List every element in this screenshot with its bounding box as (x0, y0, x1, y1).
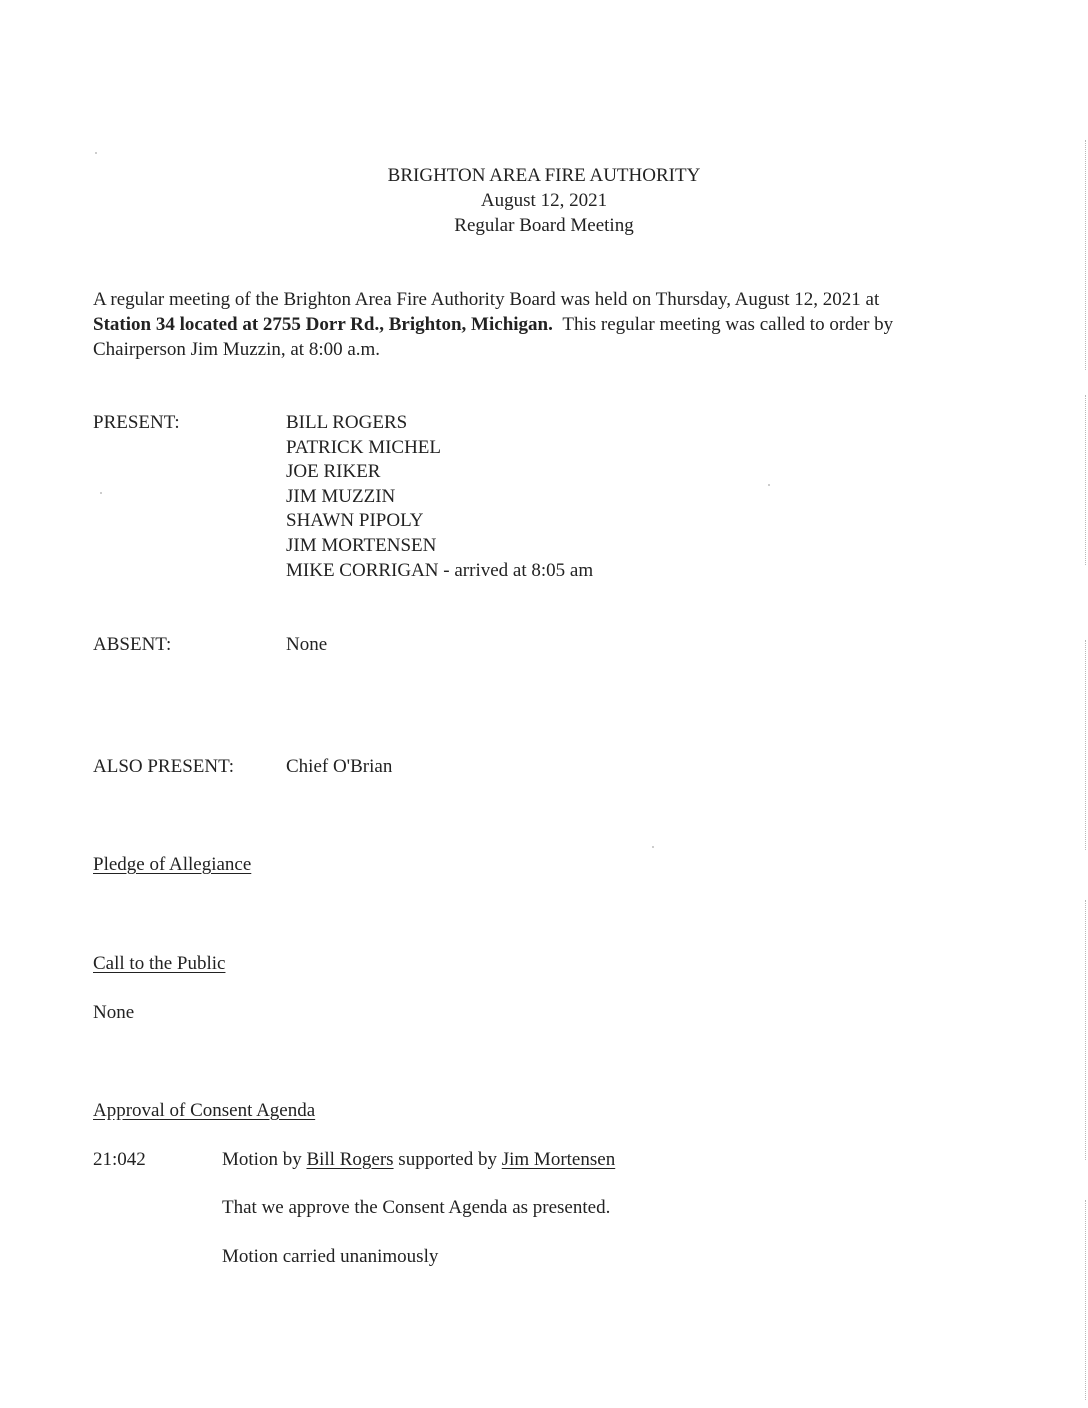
scan-speck (768, 484, 770, 486)
intro-line-1: A regular meeting of the Brighton Area Fire Authority Board was held on Thursday, August 12, 2021 at (93, 289, 880, 310)
present-member: JIM MORTENSEN (286, 535, 437, 556)
motion-number: 21:042 (93, 1149, 146, 1170)
scan-edge-mark (1084, 395, 1086, 565)
present-member: JIM MUZZIN (286, 486, 396, 507)
motion-result: Motion carried unanimously (222, 1246, 439, 1267)
motion-supporter: Jim Mortensen (501, 1149, 616, 1170)
present-label: PRESENT: (93, 412, 180, 433)
absent-label: ABSENT: (93, 634, 172, 655)
header-org: BRIGHTON AREA FIRE AUTHORITY (387, 165, 701, 186)
header-meeting: Regular Board Meeting (454, 215, 634, 236)
motion-mover: Bill Rogers (306, 1149, 394, 1170)
present-member: MIKE CORRIGAN - arrived at 8:05 am (286, 560, 594, 581)
also-present-value: Chief O'Brian (286, 756, 393, 777)
consent-agenda-heading: Approval of Consent Agenda (93, 1100, 316, 1121)
pledge-heading: Pledge of Allegiance (93, 854, 252, 875)
present-member: PATRICK MICHEL (286, 437, 442, 458)
scan-speck (652, 846, 654, 848)
scan-edge-mark (1084, 640, 1086, 850)
scan-edge-mark (1084, 1200, 1086, 1400)
motion-text: That we approve the Consent Agenda as presented. (222, 1197, 611, 1218)
present-member: SHAWN PIPOLY (286, 510, 424, 531)
present-member: BILL ROGERS (286, 412, 408, 433)
also-present-label: ALSO PRESENT: (93, 756, 235, 777)
intro-location: Station 34 located at 2755 Dorr Rd., Brighton, Michigan. (93, 314, 553, 335)
intro-call-to-order: This regular meeting was called to order by (562, 314, 894, 335)
motion-line (222, 1148, 615, 1172)
motion-middle: supported by (398, 1149, 497, 1170)
intro-line-3: Chairperson Jim Muzzin, at 8:00 a.m. (93, 339, 381, 360)
absent-value: None (286, 634, 328, 655)
call-to-public-heading: Call to the Public (93, 953, 226, 974)
scan-speck (100, 492, 102, 494)
header-date: August 12, 2021 (480, 190, 608, 211)
present-member: JOE RIKER (286, 461, 381, 482)
call-to-public-value: None (93, 1002, 135, 1023)
intro-line-2 (93, 313, 893, 337)
motion-prefix: Motion by (222, 1149, 302, 1170)
scan-speck (95, 152, 97, 154)
scan-edge-mark (1084, 900, 1086, 1160)
